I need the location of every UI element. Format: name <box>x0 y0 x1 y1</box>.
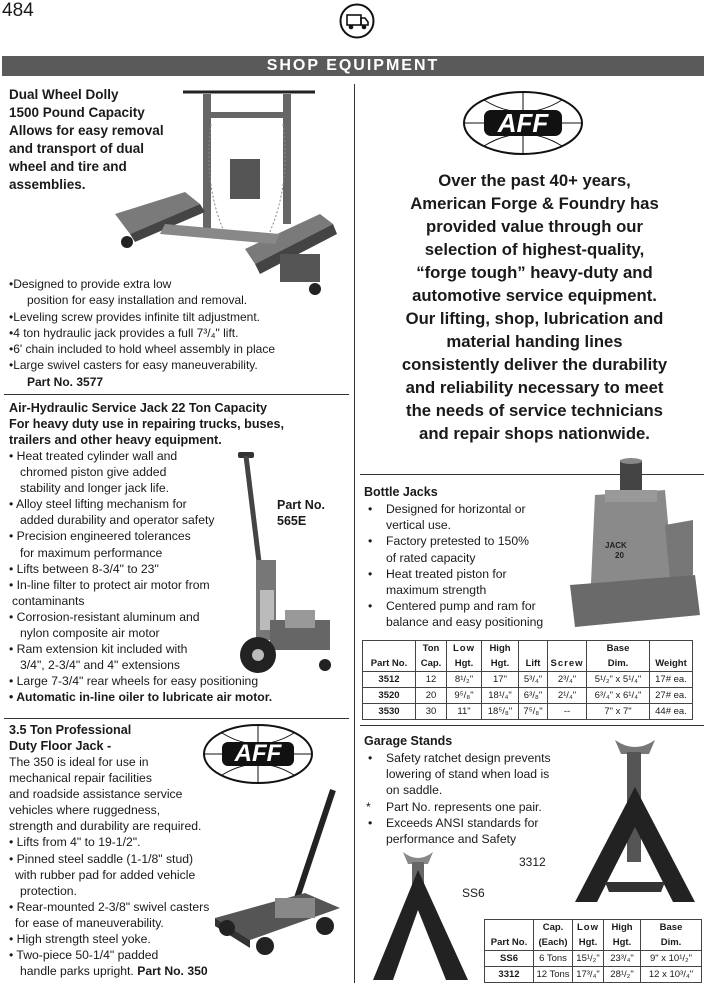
section-banner: SHOP EQUIPMENT <box>2 56 704 76</box>
air-hydraulic-jack-image <box>230 450 340 680</box>
aff-logo-large-text: AFF <box>497 108 549 138</box>
bottle-jack-image <box>565 455 705 635</box>
garage-stand-3312-image <box>565 732 705 912</box>
company-intro: Over the past 40+ years, American Forge & Foundry has provided value through our selection of highest-quality, “forge tough” heavy-duty and automotive service equipment. Our lifting, shop, lubrication and material handing lines consistently deliver the durability and reliability necessary to meet the needs of service technicians and repair shops nationwide. <box>401 171 668 443</box>
stands-spec-table-wrap <box>484 919 702 983</box>
bottle-spec-table: Ton Low High Base Part No. Cap. Hgt. Hgt. Lift Screw Dim. Weight 3512 12 8¹/₂" 17" 5³/₄" 2³/₄" 5¹/₂" x 5¹/₄" 17# ea. 3520 20 9⁵/₈" 18¹/₄" 6³/₈" 2¹/₄" 6³/₄" x 6¹/₄" 27# ea. 3530 30 11" 18⁵/₈" 7⁵/₈" -- 7" x 7" 44# ea. <box>362 640 693 720</box>
garage-stand-ss6-image <box>368 848 473 983</box>
dolly-title: Dual Wheel Dolly 1500 Pound Capacity Allows for easy removal and transport of dual wheel and tire and assemblies. <box>9 87 164 192</box>
divider-dolly <box>4 394 349 395</box>
column-divider <box>354 84 355 983</box>
dolly-part-no: Part No. 3577 <box>27 374 104 389</box>
table-row: 3520 20 9⁵/₈" 18¹/₄" 6³/₈" 2¹/₄" 6³/₄" x 6¹/₄" 27# ea. <box>363 688 693 704</box>
floorjack-body: The 350 is ideal for use in mechanical repair facilities and roadside assistance service vehicles where ruggedness, strength and durability are required. • Lifts from 4" to 19-1/2". • Pinned steel saddle (1-1/8" stud) with rubber pad for added vehicle protection. • Rear-mounted 2-3/8" swivel casters for ease of maneuverability. • High strength steel yoke. • Two-piece 50-1/4" padded handle parks upright. Part No. 350 <box>9 755 210 979</box>
floor-jack-image <box>205 788 350 958</box>
airjack-bullets: • Heat treated cylinder wall and chromed piston give added stability and longer jack life. • Alloy steel lifting mechanism for added durability and operator safety • Precision engineered tolerances for maximum performance • Lifts between 8-3/4" to 23" • In-line filter to protect air motor from contaminants • Corrosion-resistant aluminum and nylon composite air motor • Ram extension kit included with 3/4", 2-3/4" and 4" extensions • Large 7-3/4" rear wheels for easy positioning • Automatic in-line oiler to lubricate air motor. <box>9 449 273 705</box>
bottle-spec-table-wrap <box>362 640 693 720</box>
airjack-part: Part No. 565E <box>277 498 325 528</box>
stands-spec-table: Cap. Low High Base Part No. (Each) Hgt. Hgt. Dim. SS6 6 Tons 15¹/₂" 23³/₄" 9" x 10¹/₂" 3312 12 Tons 17³/₄" 28¹/₂" 12 x 10³/₄" <box>484 919 702 983</box>
bottle-title: Bottle Jacks <box>364 485 438 499</box>
stands-bullets: • Safety ratchet design prevents lowering of stand when load is on saddle. * Part No. represents one pair. • Exceeds ANSI standards for performance and Safety <box>366 751 551 847</box>
aff-logo-small-text: AFF <box>234 740 282 767</box>
bottle-bullets: • Designed for horizontal or vertical use. • Factory pretested to 150% of rated capacity • Heat treated piston for maximum strength • Centered pump and ram for balance and easy positioning <box>368 502 544 630</box>
divider-airjack <box>4 718 349 719</box>
table-row: 3312 12 Tons 17³/₄" 28¹/₂" 12 x 10³/₄" <box>485 967 702 983</box>
page-number: 484 <box>2 0 34 21</box>
dual-wheel-dolly-image <box>105 84 345 299</box>
stand-label-3312: 3312 <box>519 855 546 869</box>
truck-badge-icon <box>339 3 375 39</box>
aff-logo-large <box>462 90 584 156</box>
stand-label-ss6: SS6 <box>462 886 485 900</box>
dolly-bullets: •Designed to provide extra low position for easy installation and removal. •Leveling screw provides infinite tilt adjustment. •4 ton hydraulic jack provides a full 7³/₄" lift. •6' chain included to hold wheel assembly in place •Large swivel casters for easy maneuverability. Part No. 3577 <box>9 276 349 390</box>
airjack-title: Air-Hydraulic Service Jack 22 Ton Capacity For heavy duty use in repairing trucks, buses, trailers and other heavy equipment. <box>9 401 285 448</box>
stands-title: Garage Stands <box>364 734 453 748</box>
floorjack-part-no: Part No. 350 <box>137 964 208 979</box>
floorjack-title: 3.5 Ton Professional Duty Floor Jack - <box>9 723 132 754</box>
jack-label: JACK 20 <box>605 541 627 560</box>
divider-bottle <box>360 725 704 726</box>
table-row: 3512 12 8¹/₂" 17" 5³/₄" 2³/₄" 5¹/₂" x 5¹/₄" 17# ea. <box>363 672 693 688</box>
table-row: SS6 6 Tons 15¹/₂" 23³/₄" 9" x 10¹/₂" <box>485 951 702 967</box>
table-row: 3530 30 11" 18⁵/₈" 7⁵/₈" -- 7" x 7" 44# ea. <box>363 704 693 720</box>
